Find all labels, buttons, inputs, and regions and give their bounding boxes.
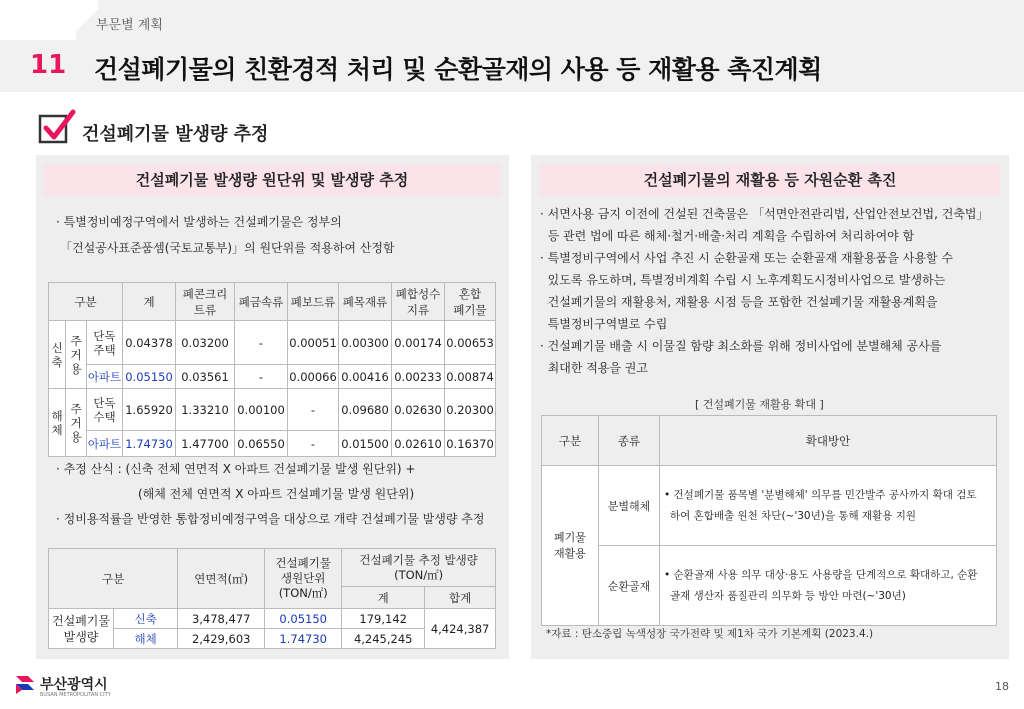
- th-unit: 건설폐기물 생원단위 (TON/㎡): [265, 549, 342, 609]
- cell: 1.65920: [123, 389, 176, 431]
- table-row: [542, 546, 997, 626]
- th-gubun: 구분: [49, 283, 123, 321]
- cell: 0.06550: [235, 431, 288, 457]
- cell: 0.16370: [445, 431, 496, 457]
- formula-line1: · 추정 산식 : (신축 전체 연면적 X 아파트 건설폐기물 발생 원단위) +: [56, 462, 416, 476]
- left-bullet2: · 정비용적률을 반영한 통합정비예정구역을 대상으로 개략 건설폐기물 발생량 추정: [56, 512, 485, 526]
- th-gubun2: 구분: [49, 549, 178, 609]
- th-sum: 계: [342, 587, 425, 609]
- cell: 1.74730: [265, 629, 342, 649]
- cell: 1.47700: [176, 431, 235, 457]
- logo-text: 부산광역시: [40, 677, 108, 693]
- subtitle: 건설폐기물 발생량 추정: [82, 124, 269, 145]
- cell: 0.05150: [265, 609, 342, 629]
- right-line: · 서면사용 금지 이전에 건설된 건축물은 「석면안전관리법, 산업안전보건법, 건축법」: [540, 207, 989, 221]
- row-label: 건설폐기물 발생량: [49, 609, 114, 649]
- left-panel-title: 건설폐기물 발생량 원단위 및 발생량 추정: [44, 164, 500, 196]
- th-estimate: 건설폐기물 추정 발생량 (TON/㎡): [342, 549, 496, 587]
- cell: 3,478,477: [178, 609, 265, 629]
- section-number: 11: [30, 50, 67, 80]
- cell: 1.74730: [123, 431, 176, 457]
- cell: 0.01500: [339, 431, 392, 457]
- page-title: 건설폐기물의 친환경적 처리 및 순환골재의 사용 등 재활용 촉진계획: [94, 55, 822, 84]
- cell: -: [288, 389, 339, 431]
- right-line: · 건설폐기물 배출 시 이물질 함량 최소화를 위해 정비사업에 분별해체 공사를: [540, 339, 942, 353]
- th-grand-total: 합계: [425, 587, 496, 609]
- page-number: 18: [995, 680, 1009, 693]
- cell: 0.00051: [288, 321, 339, 365]
- cell: 0.02630: [392, 389, 445, 431]
- cell: 0.04378: [123, 321, 176, 365]
- cell: 0.00653: [445, 321, 496, 365]
- th-kind: 종류: [599, 416, 660, 466]
- th-resin: 폐합성수 지류: [392, 283, 445, 321]
- row-type: 단독 수택: [87, 389, 123, 431]
- cell: 0.00416: [339, 365, 392, 389]
- cell: 0.03561: [176, 365, 235, 389]
- row-type: 해체: [114, 629, 178, 649]
- group-demo-sub: 주 거 용: [66, 389, 87, 457]
- th-wood: 폐목재류: [339, 283, 392, 321]
- cell-plan: • 순환골재 사용 의무 대상·용도 사용량을 단계적으로 확대하고, 순환 골재 생산자 품질관리 의무화 등 방안 마련(~'30년): [660, 546, 997, 626]
- th-total: 계: [123, 283, 176, 321]
- group-demo: 해 체: [49, 389, 66, 457]
- table-row: [49, 365, 496, 389]
- checkbox-icon: [36, 108, 76, 148]
- right-line: 최대한 적용을 권고: [540, 361, 648, 375]
- th-area: 연면적(㎡): [178, 549, 265, 609]
- cell: -: [235, 365, 288, 389]
- group-new: 신 축: [49, 321, 66, 389]
- table-caption: [ 건설폐기물 재활용 확대 ]: [695, 398, 824, 411]
- right-panel-title: 건설폐기물의 재활용 등 자원순환 촉진: [540, 164, 1000, 196]
- cell: 1.33210: [176, 389, 235, 431]
- logo-icon: [14, 674, 36, 696]
- left-bullet1-line2: 「건설공사표준품셈(국토교통부)」의 원단위를 적용하여 산정함: [60, 241, 395, 255]
- table-row: [542, 466, 997, 546]
- left-bullet1-line1: · 특별정비예정구역에서 발생하는 건설폐기물은 정부의: [56, 215, 342, 229]
- cell: 4,245,245: [342, 629, 425, 649]
- table-row: [49, 431, 496, 457]
- cell: 0.00174: [392, 321, 445, 365]
- right-bullets: [540, 203, 1004, 379]
- group-recycle: 폐기물 재활용: [542, 466, 599, 626]
- cell: 0.00874: [445, 365, 496, 389]
- cell: 0.05150: [123, 365, 176, 389]
- group-new-sub: 주 거 용: [66, 321, 87, 389]
- th-gubun3: 구분: [542, 416, 599, 466]
- logo-subtext: BUSAN METROPOLITAN CITY: [40, 692, 111, 698]
- formula-line2: (해체 전체 연면적 X 아파트 건설폐기물 발생 원단위): [138, 487, 415, 501]
- right-line: · 특별정비구역에서 사업 추진 시 순환골재 또는 순환골재 재활용품을 사용할 수: [540, 251, 953, 265]
- row-type: 분별해체: [599, 466, 660, 546]
- cell: -: [235, 321, 288, 365]
- cell: 0.02610: [392, 431, 445, 457]
- cell: 0.00300: [339, 321, 392, 365]
- cell: 2,429,603: [178, 629, 265, 649]
- right-line: 건설폐기물의 재활용처, 재활용 시점 등을 포함한 건설폐기물 재활용계획을: [540, 295, 938, 309]
- th-metal: 폐금속류: [235, 283, 288, 321]
- estimate-table: [48, 548, 496, 649]
- cell: 0.03200: [176, 321, 235, 365]
- cell: 0.00100: [235, 389, 288, 431]
- right-line: 있도록 유도하며, 특별정비계획 수립 시 노후계획도시정비사업으로 발생하는: [540, 273, 946, 287]
- row-type: 아파트: [87, 365, 123, 389]
- cell: 0.00066: [288, 365, 339, 389]
- cell: 0.00233: [392, 365, 445, 389]
- header-tab-corner: [76, 0, 98, 40]
- right-line: 등 관련 법에 따른 해체·철거·배출·처리 계획을 수립하여 처리하여야 함: [540, 229, 915, 243]
- table-row: [49, 609, 496, 629]
- th-mixed: 혼합 폐기물: [445, 283, 496, 321]
- table-row: [49, 389, 496, 431]
- recycling-table: [541, 415, 997, 626]
- right-line: 특별정비구역별로 수립: [540, 317, 668, 331]
- row-type: 단독 주택: [87, 321, 123, 365]
- unit-rate-table: [48, 282, 496, 457]
- th-plan: 확대방안: [660, 416, 997, 466]
- row-type: 신축: [114, 609, 178, 629]
- cell: 0.09680: [339, 389, 392, 431]
- row-type: 순환골재: [599, 546, 660, 626]
- table-row: [49, 321, 496, 365]
- cell-plan: • 건설폐기물 품목별 '분별해체' 의무를 민간발주 공사까지 확대 검토 하여 혼합배출 원천 차단(~'30년)을 통해 재활용 지원: [660, 466, 997, 546]
- cell: 179,142: [342, 609, 425, 629]
- cell: 0.20300: [445, 389, 496, 431]
- row-type: 아파트: [87, 431, 123, 457]
- th-concrete: 폐콘크리 트류: [176, 283, 235, 321]
- section-label: 부문별 계획: [96, 18, 163, 33]
- cell: -: [288, 431, 339, 457]
- cell-grand-total: 4,424,387: [425, 609, 496, 649]
- th-board: 폐보드류: [288, 283, 339, 321]
- source-note: *자료 : 탄소중립 녹색성장 국가전략 및 제1차 국가 기본계획 (2023.4.): [546, 628, 874, 640]
